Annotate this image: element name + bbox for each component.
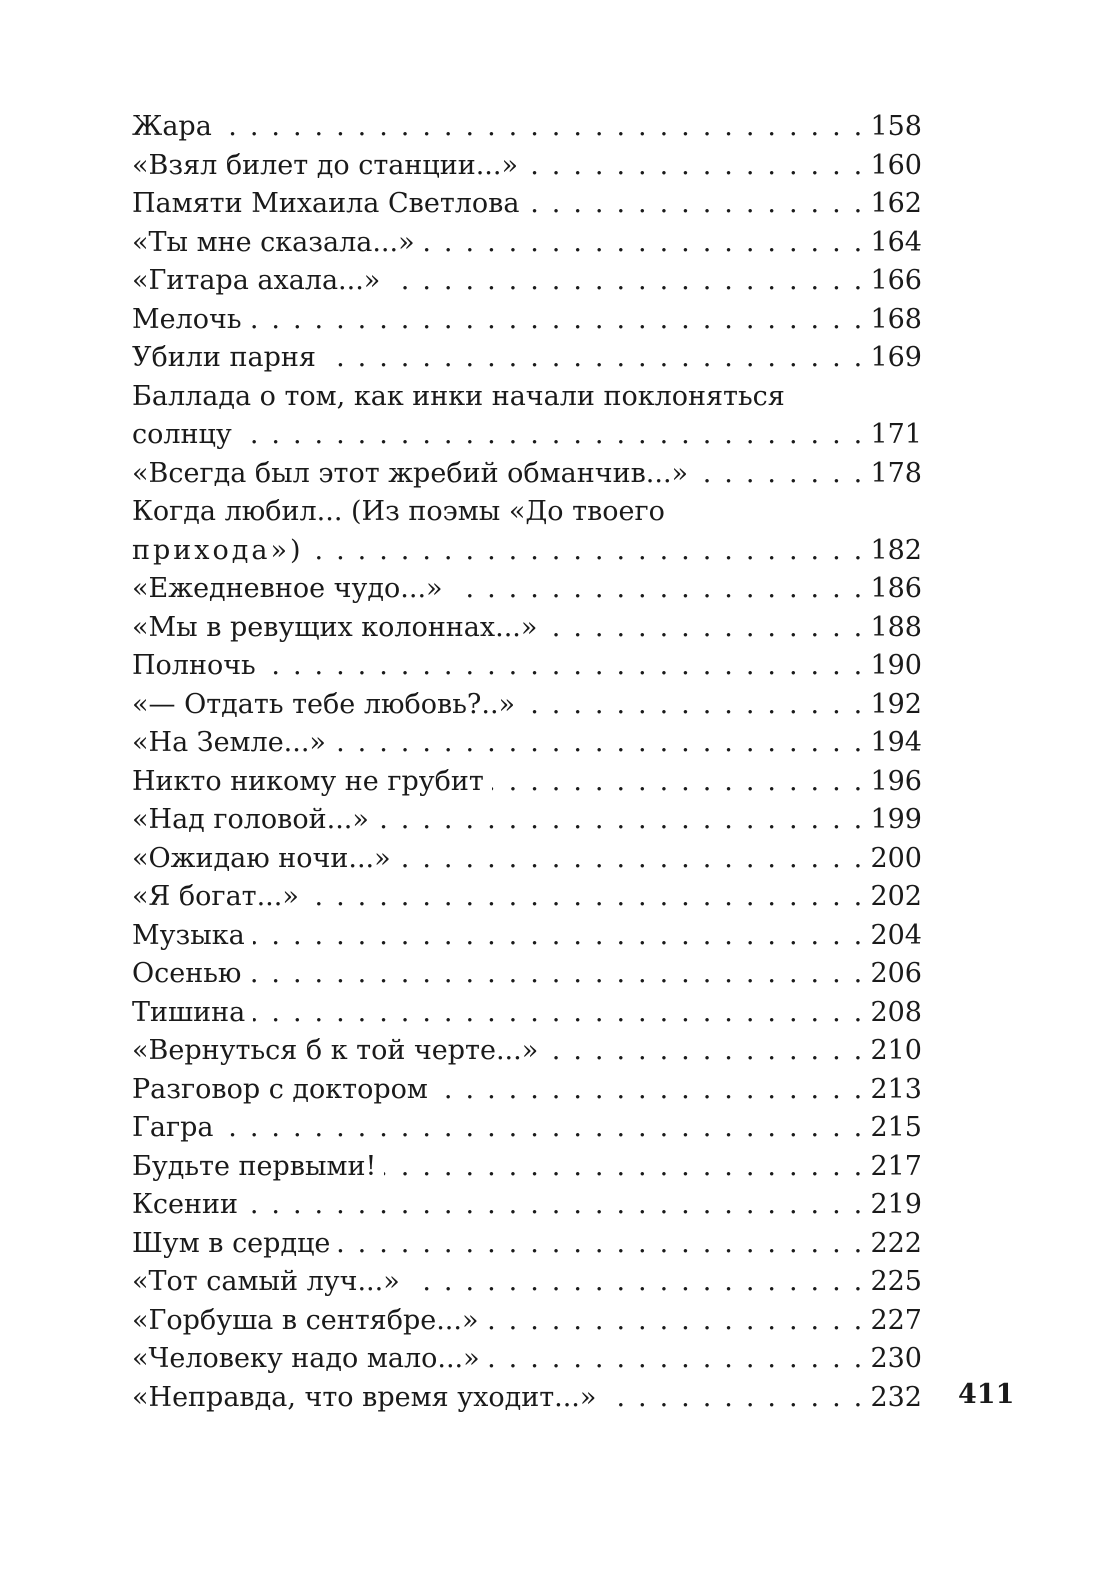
toc-entry-title: Гагра [132,1112,214,1143]
toc-entry-title: «Мы в ревущих колоннах...» [132,611,538,643]
dot-leader [546,1032,864,1071]
toc-entry [132,917,922,956]
dot-leader [253,994,864,1033]
toc-entry [132,1071,922,1110]
toc-entry-page: 162 [870,188,922,219]
dot-leader [696,455,864,494]
toc-entry-title-line2: солнцу [132,419,232,450]
toc-entry-title: Убили парня [132,342,316,373]
toc-entry-title: «Гитара ахала...» [132,265,381,296]
dot-leader [523,686,864,725]
dot-leader [399,840,865,879]
toc-entry-title: Музыка [132,919,245,951]
toc-entry-title: «Ожидаю ночи...» [132,842,391,874]
toc-entry-title: «Горбуша в сентябре...» [132,1304,479,1336]
toc-entry-page: 160 [870,149,922,181]
toc-entry-page: 206 [870,958,922,989]
dot-leader [451,570,865,609]
toc-entry-title: Тишина [132,996,246,1028]
toc-entry-page: 210 [870,1035,922,1066]
dot-leader [307,878,865,917]
toc-entry [132,262,922,301]
dot-leader [545,609,864,648]
toc-entry-title: «На Земле...» [132,727,326,758]
toc-entry-title: Осенью [132,958,242,989]
toc-entry-last-line [132,416,922,455]
toc-entry [132,455,922,494]
dot-leader [384,1148,864,1187]
toc-entry-title: «Неправда, что время уходит...» [132,1381,597,1413]
toc-entry [132,147,922,186]
toc-entry-title: «Я богат...» [132,881,299,912]
toc-entry [132,185,922,224]
dot-leader [604,1379,864,1418]
toc-entry [132,994,922,1033]
dot-leader [487,1302,865,1341]
toc-entry-title: Разговор с доктором [132,1073,428,1105]
page-number: 411 [958,1379,1015,1410]
toc-entry [132,1340,922,1379]
toc-entry-title: Шум в сердце [132,1227,331,1259]
toc-entry-page: 164 [870,226,922,258]
toc-entry-page: 232 [870,1381,922,1413]
toc-entry [132,570,922,609]
toc-entry-title: «— Отдать тебе любовь?..» [132,688,516,720]
toc-entry-page: 186 [870,573,922,604]
toc-entry-page: 213 [870,1073,922,1105]
dot-leader [338,1225,864,1264]
toc-entry-page: 200 [870,842,922,874]
toc-entry-title: Будьте первыми! [132,1150,377,1182]
toc-entry [132,1379,922,1418]
toc-entry [132,1263,922,1302]
toc-entry [132,1302,922,1341]
toc-entry-title: «Ежедневное чудо...» [132,573,443,604]
toc-entry-title: «Взял билет до станции...» [132,149,518,181]
toc-entry [132,724,922,763]
toc-entry [132,609,922,648]
toc-entry-last-line [132,532,922,571]
toc-entry-title-line2: прихода») [132,534,304,566]
dot-leader [250,301,865,340]
toc-entry [132,647,922,686]
dot-leader [324,339,865,378]
toc-entry-title: Жара [132,111,212,142]
dot-leader [240,416,865,455]
dot-leader [527,185,864,224]
toc-entry [132,1109,922,1148]
toc-entry [132,378,922,455]
toc-entry [132,955,922,994]
toc-entry-page: 182 [870,534,922,566]
toc-entry-title: «Всегда был этот жребий обманчив...» [132,457,689,489]
toc-entry-page: 222 [870,1227,922,1259]
toc-entry [132,1032,922,1071]
dot-leader [388,262,864,301]
toc-entry-page: 188 [870,611,922,643]
toc-entry-title: «Тот самый луч...» [132,1266,400,1297]
toc-entry [132,108,922,147]
toc-entry [132,763,922,802]
toc-entry-title: «Над головой...» [132,804,369,835]
toc-entry-page: 199 [870,804,922,835]
toc-entry [132,840,922,879]
toc-entry-title: «Вернуться б к той черте...» [132,1035,539,1066]
toc-entry-page: 190 [870,650,922,681]
dot-leader [436,1071,865,1110]
toc-entry [132,301,922,340]
toc-entry-title-line1: Когда любил... (Из поэмы «До твоего [132,496,665,527]
dot-leader [334,724,865,763]
toc-entry-page: 196 [870,765,922,797]
toc-entry [132,801,922,840]
dot-leader [222,1109,865,1148]
dot-leader [526,147,864,186]
toc-entry-title: Ксении [132,1189,238,1220]
toc-entry-title: Никто никому не грубит [132,765,484,797]
toc-entry-page: 192 [870,688,922,720]
toc-entry [132,1186,922,1225]
toc-entry-page: 169 [870,342,922,373]
dot-leader [423,224,865,263]
toc-entry-page: 217 [870,1150,922,1182]
toc-entry-page: 227 [870,1304,922,1336]
dot-leader [249,955,864,994]
toc-entry-title: «Ты мне сказала...» [132,226,415,258]
toc-entry [132,493,922,570]
toc-entry [132,878,922,917]
toc-entry [132,1225,922,1264]
toc-entry-page: 219 [870,1189,922,1220]
dot-leader [488,1340,865,1379]
dot-leader [220,108,865,147]
table-of-contents [132,108,922,1417]
toc-entry [132,339,922,378]
toc-entry-page: 208 [870,996,922,1028]
toc-entry-page: 225 [870,1266,922,1297]
toc-entry-page: 204 [870,919,922,951]
toc-entry [132,224,922,263]
dot-leader [377,801,865,840]
toc-entry-title: Полночь [132,650,256,681]
toc-entry-page: 158 [870,111,922,142]
dot-leader [408,1263,865,1302]
dot-leader [492,763,865,802]
toc-entry-page: 171 [870,419,922,450]
dot-leader [253,917,865,956]
dot-leader [312,532,865,571]
toc-entry-page: 194 [870,727,922,758]
dot-leader [246,1186,864,1225]
toc-entry-page: 202 [870,881,922,912]
toc-entry-page: 230 [870,1343,922,1374]
toc-entry-page: 215 [870,1112,922,1143]
toc-entry-title: Памяти Михаила Светлова [132,188,520,219]
toc-entry-title-line1: Баллада о том, как инки начали поклоняться [132,380,785,412]
toc-entry-title: Мелочь [132,303,242,335]
toc-entry [132,1148,922,1187]
toc-entry-page: 166 [870,265,922,296]
toc-entry [132,686,922,725]
toc-entry-page: 178 [870,457,922,489]
toc-entry-page: 168 [870,303,922,335]
toc-entry-title: «Человеку надо мало...» [132,1343,480,1374]
dot-leader [264,647,865,686]
